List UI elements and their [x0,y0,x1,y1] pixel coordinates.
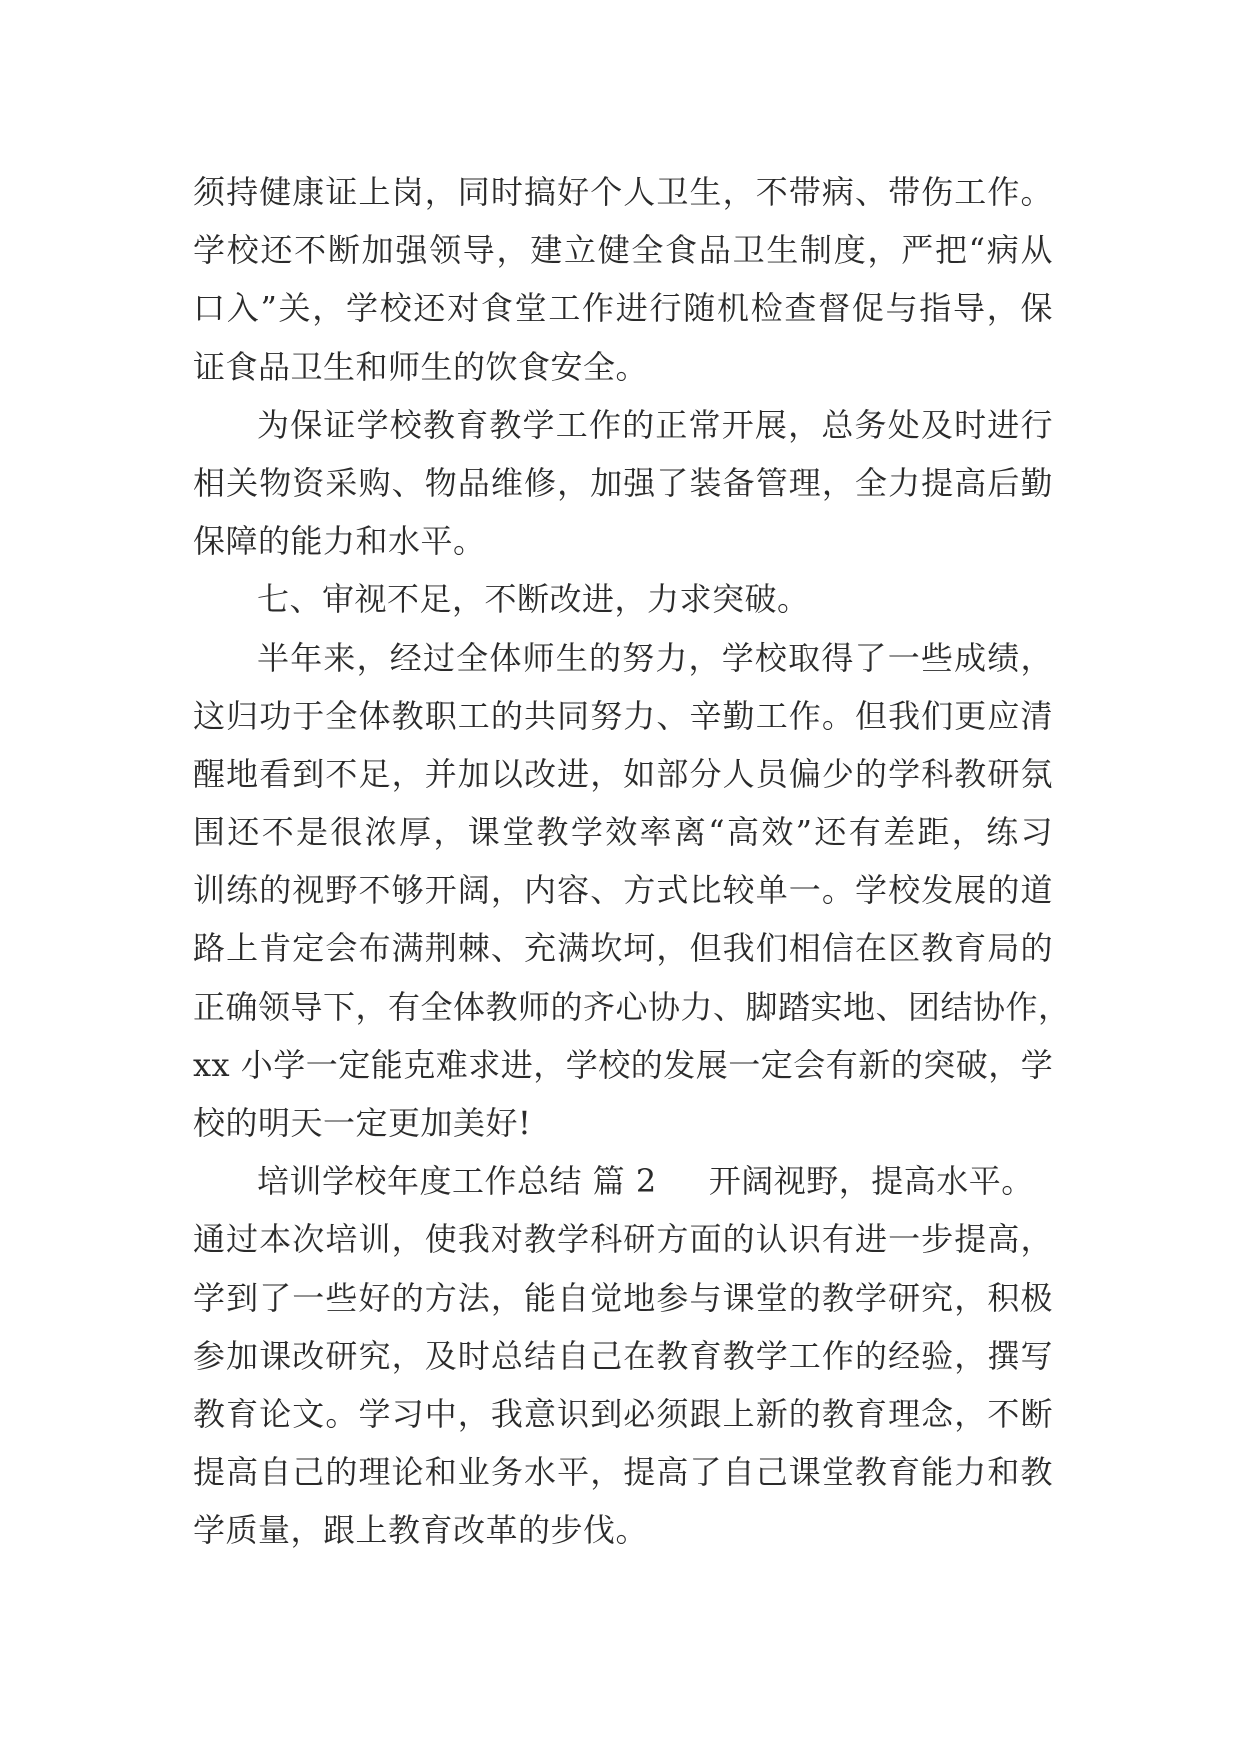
document-body [193,163,1071,1560]
text-line: 学校还不断加强领导，建立健全食品卫生制度，严把“病从 [193,231,1053,270]
text-line: 通过本次培训，使我对教学科研方面的认识有进一步提高， [193,1220,1053,1259]
text-line: 学到了一些好的方法，能自觉地参与课堂的教学研究，积极 [193,1278,1053,1317]
text-line: 半年来，经过全体师生的努力，学校取得了一些成绩， [257,638,1053,677]
text-line: 提高自己的理论和业务水平，提高了自己课堂教育能力和教 [193,1453,1053,1492]
article-section-heading: 培训学校年度工作总结 篇 2 [257,1162,657,1201]
section-title-line [193,1152,1053,1210]
text-line: 为保证学校教育教学工作的正常开展，总务处及时进行 [257,405,1053,444]
text-line: 参加课改研究，及时总结自己在教育教学工作的经验，撰写 [193,1336,1053,1375]
text-line: 教育论文。学习中，我意识到必须跟上新的教育理念，不断 [193,1394,1053,1433]
text-line: 醒地看到不足，并加以改进，如部分人员偏少的学科教研氛 [193,754,1053,793]
text-line: 学质量，跟上教育改革的步伐。 [193,1511,649,1550]
text-line: 口入”关，学校还对食堂工作进行随机检查督促与指导，保 [193,289,1053,328]
text-line: 校的明天一定更加美好! [193,1104,532,1142]
text-line: 路上肯定会布满荆棘、充满坎坷，但我们相信在区教育局的 [193,929,1053,968]
text-line: xx 小学一定能克难求进，学校的发展一定会有新的突破，学 [193,1045,1054,1084]
text-line: 训练的视野不够开阔，内容、方式比较单一。学校发展的道 [193,871,1053,910]
section-heading-seven: 七、审视不足，不断改进，力求突破。 [257,580,810,619]
text-line: 这归功于全体教职工的共同努力、辛勤工作。但我们更应清 [193,696,1053,735]
section-lead-text: 开阔视野，提高水平。 [708,1162,1034,1201]
text-line: 相关物资采购、物品维修，加强了装备管理，全力提高后勤 [193,463,1053,502]
text-line: 正确领导下，有全体教师的齐心协力、脚踏实地、团结协作， [193,987,1071,1026]
text-line: 证食品卫生和师生的饮食安全。 [193,347,649,386]
text-line: 保障的能力和水平。 [193,522,486,561]
text-line: 须持健康证上岗，同时搞好个人卫生，不带病、带伤工作。 [193,173,1053,211]
text-line: 围还不是很浓厚，课堂教学效率离“高效”还有差距，练习 [193,813,1053,852]
